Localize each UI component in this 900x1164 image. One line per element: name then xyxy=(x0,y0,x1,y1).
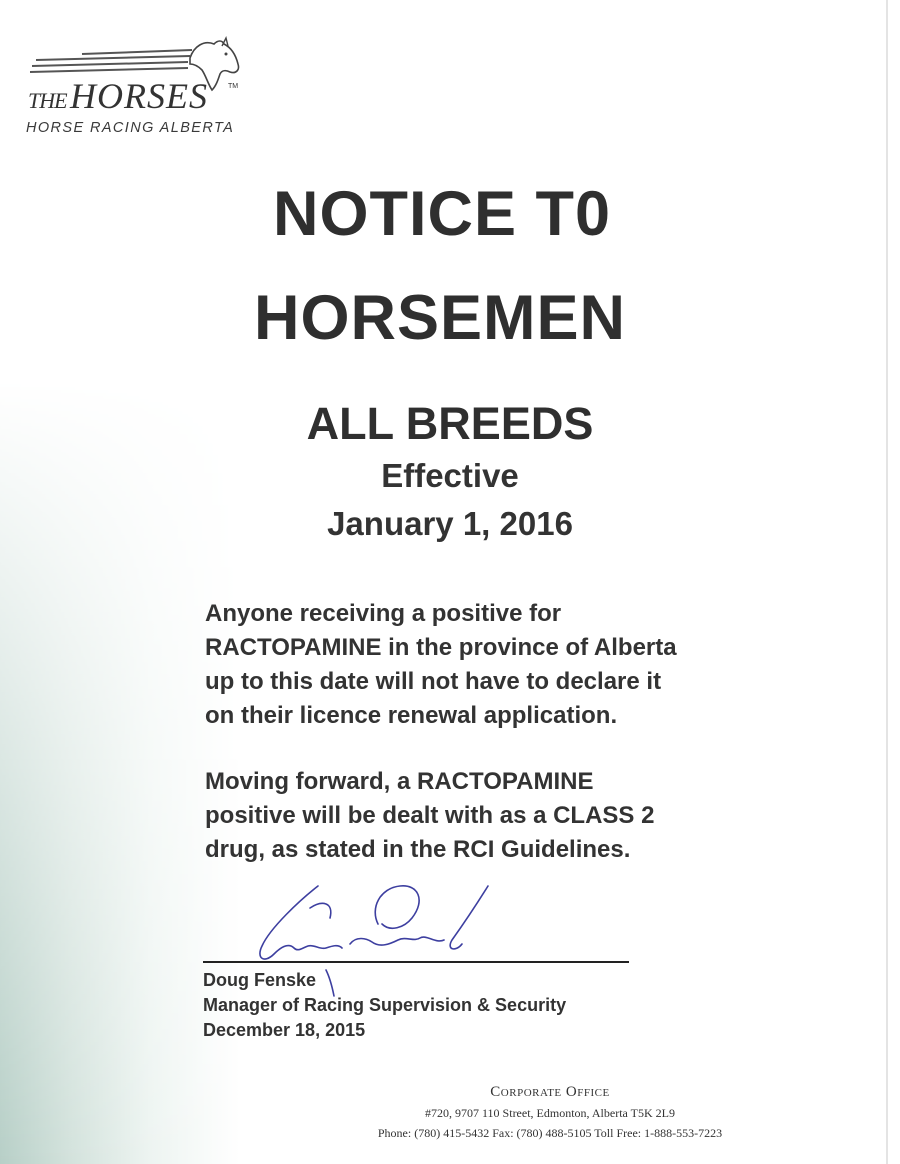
paragraph-line: RACTOPAMINE in the province of Alberta xyxy=(205,634,677,661)
signer-name: Doug Fenske xyxy=(203,970,317,990)
footer-address: #720, 9707 110 Street, Edmonton, Alberta T5K 2L9 xyxy=(425,1106,675,1120)
signature-line xyxy=(203,961,629,963)
paragraph-line: on their licence renewal application. xyxy=(205,702,618,729)
svg-text:THE: THE xyxy=(28,88,67,113)
paragraph-line: Moving forward, a RACTOPAMINE xyxy=(205,768,594,795)
notice-title-line-2: HORSEMEN xyxy=(253,283,627,353)
paragraph-line: up to this date will not have to declare it xyxy=(205,668,662,695)
horse-logo-graphic xyxy=(22,36,252,120)
paragraph-line: Anyone receiving a positive for xyxy=(205,600,562,627)
paragraph-class-2-drug xyxy=(205,765,815,867)
footer-office: Corporate Office xyxy=(490,1084,610,1100)
svg-text:TM: TM xyxy=(228,83,239,90)
paragraph-line: positive will be dealt with as a CLASS 2 xyxy=(205,802,655,829)
effective-date: January 1, 2016 xyxy=(327,505,573,542)
svg-text:HORSES: HORSES xyxy=(70,76,208,116)
footer-phone: Phone: (780) 415-5432 Fax: (780) 488-5105 Toll Free: 1-888-553-7223 xyxy=(377,1126,723,1140)
breeds-heading: ALL BREEDS xyxy=(306,398,594,449)
signed-date: December 18, 2015 xyxy=(203,1020,366,1040)
effective-label: Effective xyxy=(381,457,519,494)
horses-logo xyxy=(22,36,252,146)
signer-block xyxy=(203,968,566,1043)
notice-title-line-1: NOTICE T0 xyxy=(272,179,612,249)
page-edge-line xyxy=(886,0,888,1164)
logo-subtitle: HORSE RACING ALBERTA xyxy=(26,120,235,136)
paragraph-line: drug, as stated in the RCI Guidelines. xyxy=(205,836,631,863)
signer-title: Manager of Racing Supervision & Security xyxy=(203,995,567,1015)
paragraph-positive-declaration xyxy=(205,597,815,733)
